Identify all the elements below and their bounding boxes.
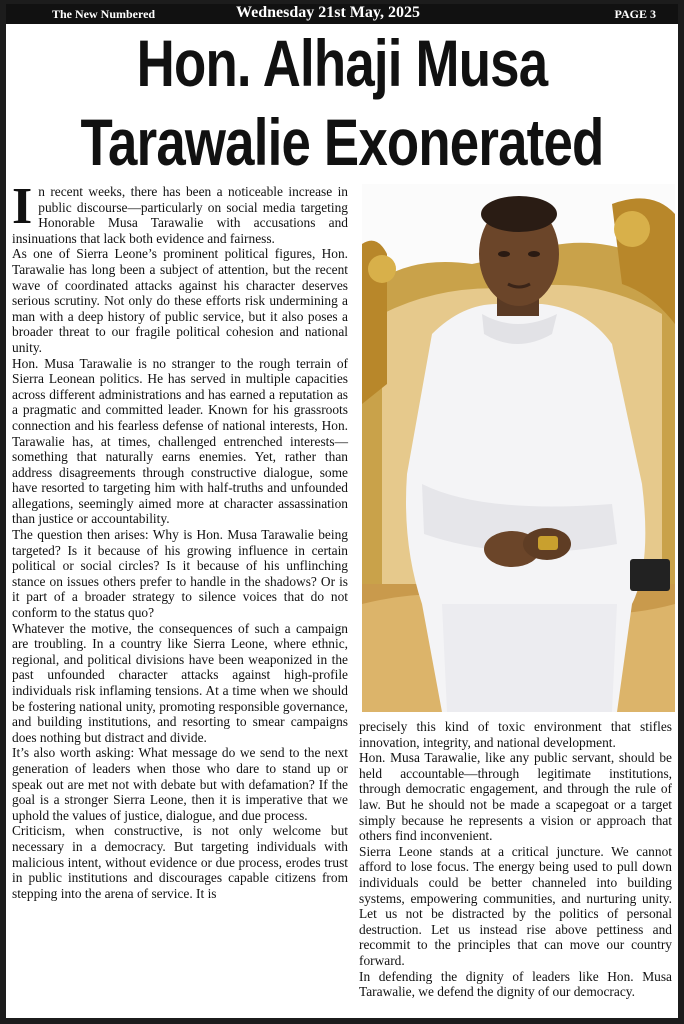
article-paragraph: In recent weeks, there has been a noticeable increase in public discourse—particularly on social media targeting Honorable Musa Tarawalie with accusations and insinuations that lack both evidence and fairness. [12,178,348,246]
article-paragraph: The question then arises: Why is Hon. Musa Tarawalie being targeted? Is it because of his growing influence in certain political or social circles? Is it because of his unflinching stance on issues others prefer to handle in the shadows? Or is it part of a broader strategy to silence voices that do not conform to the status quo? [12,527,348,621]
article-paragraph: Hon. Musa Tarawalie is no stranger to the rough terrain of Sierra Leonean politics. He has served in multiple capacities across different administrations and has earned a reputation as a pragmatic and committed leader. Known for his grassroots connection and his fearless defense of national interests, Hon. Tarawalie has, at times, challenged entrenched interests—something that naturally earns enemies. Yet, rather than address disagreements through constructive dialogue, some have resorted to targeting him with half-truths and unfounded allegations, seemingly aimed more at character assassination than justice or accountability. [12,355,348,527]
article-paragraph: Hon. Musa Tarawalie, like any public servant, should be held accountable—through legitimate institutions, through democratic engagement, and through the rule of law. But he should not be made a scapegoat or a target simply because he represents a vision or approach that others find inconvenient. [359,750,672,844]
article-paragraph: Criticism, when constructive, is not only welcome but necessary in a democracy. But targeting individuals with malicious intent, without evidence or due process, erodes trust in public institutions and discourages capable citizens from stepping into the arena of service. It is [12,823,348,901]
drop-cap: I [12,178,33,235]
issue-date: Wednesday 21st May, 2025 [236,4,421,21]
article-paragraph: precisely this kind of toxic environment that stifles innovation, integrity, and national development. [359,719,672,750]
paper-name: The New Numbered [52,7,156,21]
headline-line-1: Hon. Alhaji Musa [136,26,548,100]
portrait-photo [362,184,675,712]
article-paragraph: In defending the dignity of leaders like Hon. Musa Tarawalie, we defend the dignity of our democracy. [359,968,672,1000]
newspaper-page [6,4,678,1018]
article-paragraph: As one of Sierra Leone’s prominent political figures, Hon. Tarawalie has long been a subject of attention, but the recent wave of coordinated attacks against his character deserves serious scrutiny. Not only do these efforts risk undermining a man with a deep history of public service, but it also poses a broader threat to our fragile political cohesion and national unity. [12,246,348,355]
article-column-right [359,719,672,1000]
headline-line-2: Tarawalie Exonerated [80,105,604,179]
article-paragraph: Sierra Leone stands at a critical juncture. We cannot afford to lose focus. The energy being used to pull down individuals could be better channeled into building systems, empowering communities, and nurturing unity. Let us not be distracted by the politics of personal destruction. Let us instead rise above pettiness and recommit to the principles that can move our country forward. [359,843,672,968]
article-paragraph: Whatever the motive, the consequences of such a campaign are troubling. In a country like Sierra Leone, where ethnic, regional, and political divisions have been weaponized in the past unfounded character attacks against high-profile individuals risk inflaming tensions. At a time when we should be fostering national unity, promoting responsible governance, and building institutions, and resorting to smear campaigns does nothing but distract and divide. [12,620,348,745]
article-column-left [12,178,348,901]
page-header [6,4,678,24]
article-paragraph: It’s also worth asking: What message do we send to the next generation of leaders when those who dare to stand up or speak out are met not with debate but with defamation? If the goal is a stronger Sierra Leone, then it is imperative that we uphold the values of justice, dialogue, and due process. [12,745,348,823]
page-number: PAGE 3 [614,7,656,21]
